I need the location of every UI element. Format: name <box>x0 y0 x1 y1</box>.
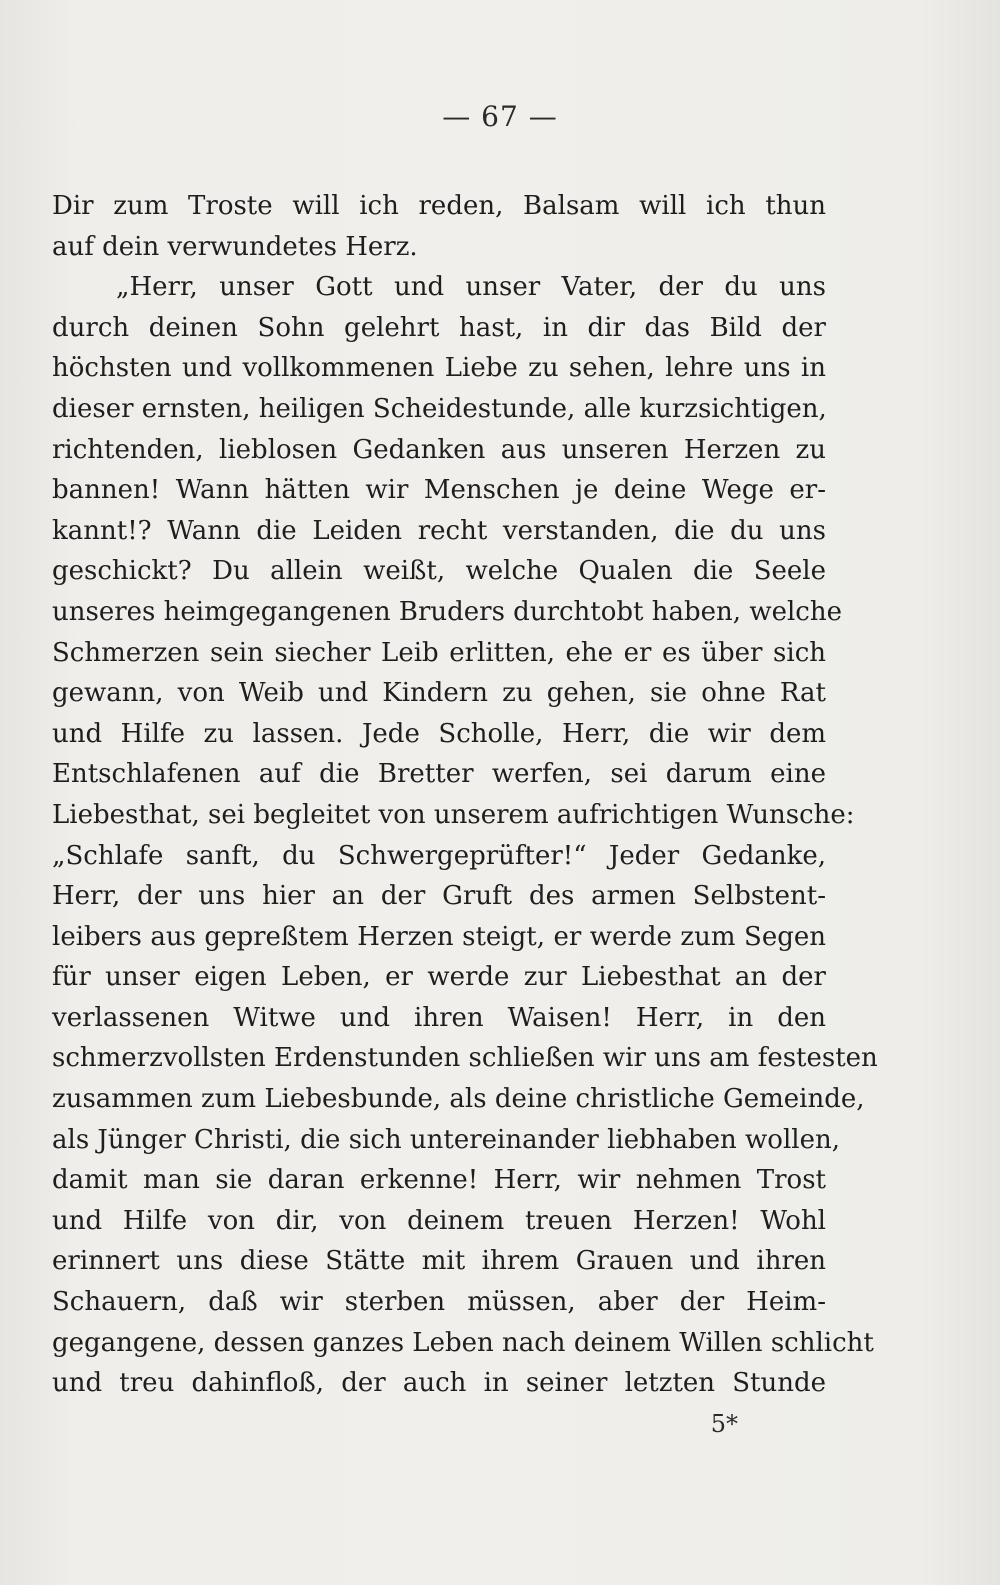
text-line: dieser ernsten, heiligen Scheidestunde, alle kurzsichtigen, <box>52 393 827 424</box>
text-line: unseres heimgegangenen Bruders durchtobt haben, welche <box>52 596 842 627</box>
text-line: „Schlafe sanft, du Schwergeprüfter!“ Jeder Gedanke, <box>52 840 826 871</box>
text-line: und Hilfe zu lassen. Jede Scholle, Herr, die wir dem <box>52 718 826 749</box>
text-line: verlassenen Witwe und ihren Waisen! Herr, in den <box>52 1002 826 1033</box>
text-line: leibers aus gepreßtem Herzen steigt, er werde zum Segen <box>52 921 826 952</box>
text-line: Herr, der uns hier an der Gruft des armen Selbstent- <box>52 881 826 912</box>
text-line: bannen! Wann hätten wir Menschen je deine Wege er- <box>52 475 826 506</box>
text-line: Schauern, daß wir sterben müssen, aber der Heim- <box>52 1287 826 1318</box>
text-line: höchsten und vollkommenen Liebe zu sehen, lehre uns in <box>52 353 826 384</box>
text-line: Entschlafenen auf die Bretter werfen, sei darum eine <box>52 759 826 790</box>
text-line: erinnert uns diese Stätte mit ihrem Grauen und ihren <box>52 1246 826 1277</box>
body-text <box>52 186 878 1404</box>
text-line: gewann, von Weib und Kindern zu gehen, sie ohne Rat <box>52 678 826 709</box>
text-line: schmerzvollsten Erdenstunden schließen wir uns am festesten <box>52 1043 878 1074</box>
text-line: für unser eigen Leben, er werde zur Liebesthat an der <box>52 962 826 993</box>
text-line: geschickt? Du allein weißt, welche Qualen die Seele <box>52 556 826 587</box>
signature-mark: 5* <box>710 1410 738 1438</box>
text-line: und treu dahinfloß, der auch in seiner letzten Stunde <box>52 1368 826 1399</box>
text-line: als Jünger Christi, die sich untereinander liebhaben wollen, <box>52 1124 840 1155</box>
page-number: — 67 — <box>442 100 558 133</box>
text-line: auf dein verwundetes Herz. <box>52 231 418 262</box>
text-line: richtenden, lieblosen Gedanken aus unseren Herzen zu <box>52 434 826 465</box>
text-line: „Herr, unser Gott und unser Vater, der du uns <box>116 272 826 303</box>
text-line: Liebesthat, sei begleitet von unserem aufrichtigen Wunsche: <box>52 799 855 830</box>
text-line: und Hilfe von dir, von deinem treuen Herzen! Wohl <box>52 1205 826 1236</box>
text-line: zusammen zum Liebesbunde, als deine christliche Gemeinde, <box>52 1084 865 1115</box>
text-line: Dir zum Troste will ich reden, Balsam will ich thun <box>52 191 826 221</box>
text-line: durch deinen Sohn gelehrt hast, in dir das Bild der <box>52 312 826 343</box>
text-line: Schmerzen sein siecher Leib erlitten, ehe er es über sich <box>52 637 826 668</box>
text-line: damit man sie daran erkenne! Herr, wir nehmen Trost <box>52 1165 826 1196</box>
text-line: kannt!? Wann die Leiden recht verstanden, die du uns <box>52 515 826 546</box>
text-line: gegangene, dessen ganzes Leben nach deinem Willen schlicht <box>52 1327 874 1358</box>
